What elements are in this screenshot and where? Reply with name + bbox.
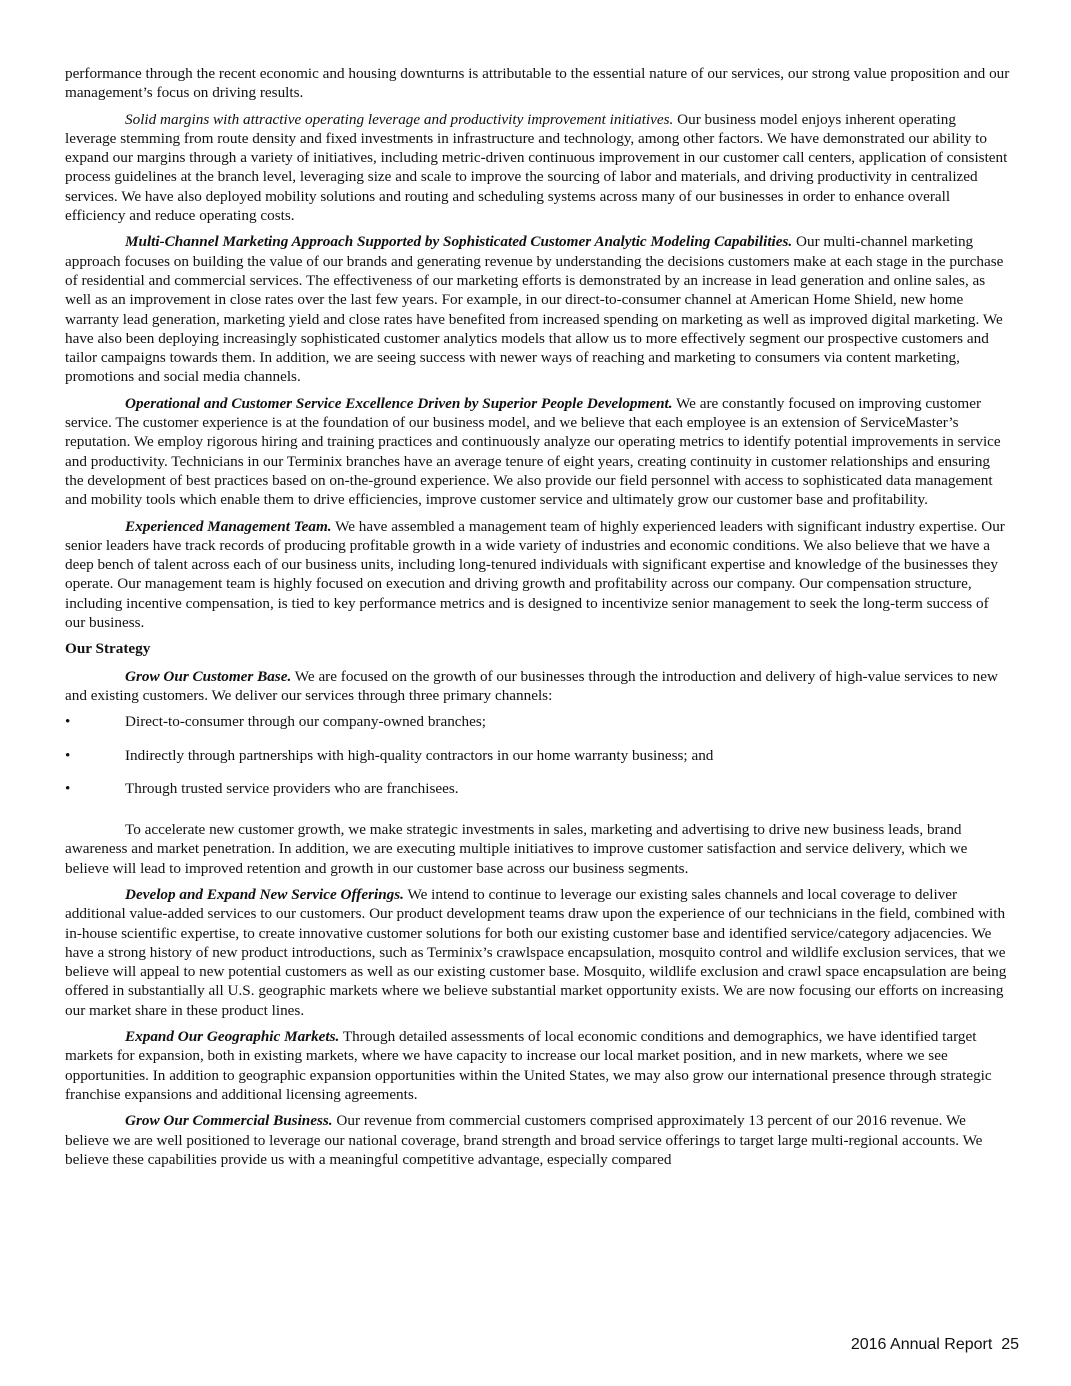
heading-geographic-markets: Expand Our Geographic Markets. [125, 1028, 340, 1046]
paragraph-management-team [65, 517, 1010, 633]
section-title-our-strategy: Our Strategy [65, 640, 151, 658]
list-item-text: Indirectly through partnerships with high-quality contractors in our home warranty business; and [125, 746, 714, 764]
paragraph-commercial-business [65, 1111, 1010, 1169]
list-item [65, 746, 1010, 765]
list-item [65, 779, 1010, 798]
bullet-icon: • [65, 779, 71, 797]
list-item-text: Through trusted service providers who are franchisees. [125, 779, 459, 797]
heading-new-service-offerings: Develop and Expand New Service Offerings. [125, 885, 404, 903]
body-geographic-markets: Through detailed assessments of local economic conditions and demographics, we have identified target markets for expansion, both in existing markets, where we have capacity to increase our local market position, and in new markets, where we see opportunities. In addition to geographic expansion opportunities within the United States, we may also grow our international presence through strategic franchise expansions and additional licensing agreements. [65, 1028, 992, 1103]
body-operational-excellence: We are constantly focused on improving customer service. The customer experience is at the foundation of our business model, and we believe that each employee is an extension of ServiceMaster’s reputation. We employ rigorous hiring and training practices and continuously analyze our operating metrics to identify potential improvements in service and productivity. Technicians in our Terminix branches have an average tenure of eight years, creating continuity in customer relationships and ensuring the development of best practices based on on-the-ground experience. We also provide our field personnel with access to sophisticated data management and mobility tools which enable them to drive efficiencies, improve customer service and ultimately grow our customer base and profitability. [65, 394, 1001, 509]
body-solid-margins: Our business model enjoys inherent operating leverage stemming from route density and fixed investments in infrastructure and technology, among other factors. We have demonstrated our ability to expand our margins through a variety of initiatives, including metric-driven continuous improvement in our customer call centers, application of consistent process guidelines at the branch level, leveraging size and scale to improve the sourcing of labor and materials, and driving productivity in centralized services. We have also deployed mobility solutions and routing and scheduling systems across many of our businesses in order to enhance overall efficiency and reduce operating costs. [65, 110, 1008, 225]
heading-solid-margins: Solid margins with attractive operating leverage and productivity improvement initiatives. [125, 110, 674, 128]
paragraph-geographic-markets [65, 1027, 1010, 1104]
heading-grow-customer-base: Grow Our Customer Base. [125, 667, 292, 685]
heading-operational-excellence: Operational and Customer Service Excellence Driven by Superior People Development. [125, 394, 673, 412]
body-grow-customer-base: We are focused on the growth of our businesses through the introduction and delivery of high-value services to new and existing customers. We deliver our services through three primary channels: [65, 667, 998, 704]
paragraph-accelerate-growth: To accelerate new customer growth, we make strategic investments in sales, marketing and advertising to drive new business leads, brand awareness and market penetration. In addition, we are executing multiple initiatives to improve customer satisfaction and service delivery, which we believe will lead to improved retention and growth in our customer base across our business segments. [65, 821, 968, 877]
channels-list [65, 712, 1010, 798]
body-management-team: We have assembled a management team of highly experienced leaders with significant industry expertise. Our senior leaders have track records of producing profitable growth in a wide variety of industries and economic conditions. We also believe that we have a deep bench of talent across each of our business units, including long-tenured individuals with significant expertise and knowledge of the businesses they operate. Our management team is highly focused on execution and driving growth and profitability across our company. Our compensation structure, including incentive compensation, is tied to key performance metrics and is designed to incentivize senior management to seek the long-term success of our business. [65, 517, 1005, 632]
page-number: 25 [1001, 1336, 1019, 1353]
body-multi-channel: Our multi-channel marketing approach focuses on building the value of our brands and generating revenue by understanding the decisions customers make at each stage in the purchase of residential and commercial services. The effectiveness of our marketing efforts is demonstrated by an increase in lead generation and online sales, as well as an improvement in close rates over the last few years. For example, in our direct-to-consumer channel at American Home Shield, new home warranty lead generation, marketing yield and close rates have benefited from increased spending on marketing as well as improved digital marketing. We have also been deploying increasingly sophisticated customer analytics models that allow us to more effectively segment our prospective customers and tailor campaigns towards them. In addition, we are seeing success with newer ways of reaching and marketing to consumers via content marketing, promotions and social media channels. [65, 233, 1004, 386]
paragraph-multi-channel [65, 232, 1010, 386]
page-footer [851, 1336, 1019, 1354]
bullet-icon: • [65, 713, 71, 731]
paragraph-intro: performance through the recent economic and housing downturns is attributable to the essential nature of our services, our strong value proposition and our management’s focus on driving results. [65, 65, 1010, 102]
heading-management-team: Experienced Management Team. [125, 517, 332, 535]
body-new-service-offerings: We intend to continue to leverage our existing sales channels and local coverage to deliver additional value-added services to our customers. Our product development teams draw upon the experience of our technicians in the field, combined with in-house scientific expertise, to create innovative customer solutions for both our existing customer base and identified service/category adjacencies. We have a strong history of new product introductions, such as Terminix’s crawlspace encapsulation, mosquito control and wildlife exclusion services, that we believe will appeal to new potential customers as well as our existing customer base. Mosquito, wildlife exclusion and crawl space encapsulation are being offered in substantially all U.S. geographic markets where we believe substantial market opportunity exists. We are now focusing our efforts on increasing our market share in these product lines. [65, 885, 1007, 1019]
paragraph-new-service-offerings [65, 885, 1010, 1020]
paragraph-grow-customer-base [65, 667, 1010, 706]
document-body [65, 64, 1010, 1176]
heading-commercial-business: Grow Our Commercial Business. [125, 1112, 333, 1130]
list-item [65, 712, 1010, 731]
body-commercial-business: Our revenue from commercial customers comprised approximately 13 percent of our 2016 revenue. We believe we are well positioned to leverage our national coverage, brand strength and broad service offerings to target large multi-regional accounts. We believe these capabilities provide us with a meaningful competitive advantage, especially compared [65, 1112, 983, 1168]
footer-report-label: 2016 Annual Report [850, 1336, 993, 1353]
heading-multi-channel: Multi-Channel Marketing Approach Supported by Sophisticated Customer Analytic Modeling Capabilities. [125, 233, 793, 251]
paragraph-solid-margins [65, 110, 1010, 226]
bullet-icon: • [65, 746, 71, 764]
paragraph-operational-excellence [65, 394, 1010, 510]
list-item-text: Direct-to-consumer through our company-owned branches; [125, 713, 487, 731]
